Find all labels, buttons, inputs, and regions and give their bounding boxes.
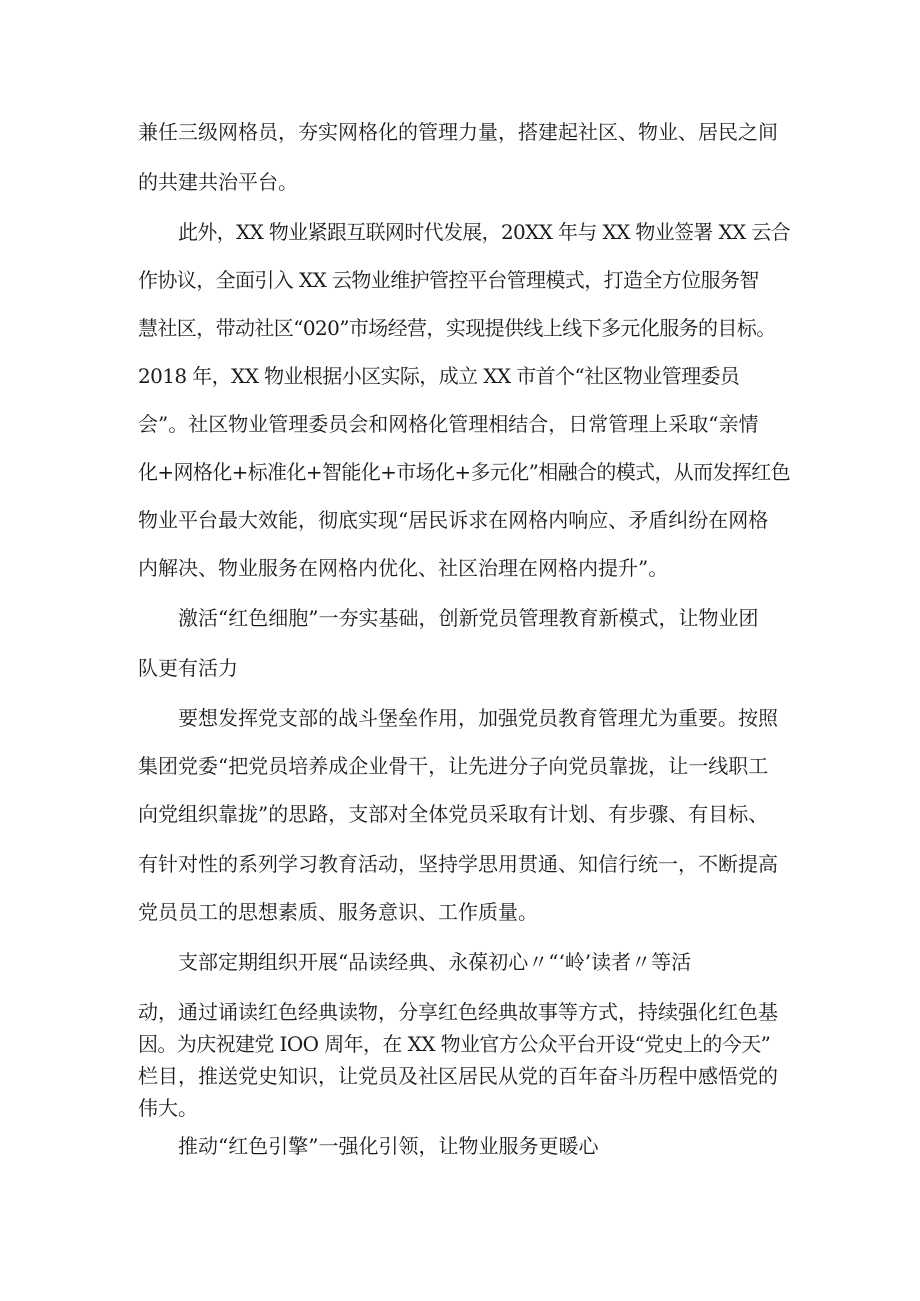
text-line: 会”。社区物业管理委员会和网格化管理相结合，日常管理上采取“亲情	[138, 412, 759, 436]
text-line: 动，通过诵读红色经典读物，分享红色经典故事等方式，持续强化红色基	[138, 1000, 778, 1024]
text-line: 内解决、物业服务在网格内优化、社区治理在网格内提升”。	[138, 556, 669, 580]
text-line: 2018 年，XX 物业根据小区实际，成立 XX 市首个“社区物业管理委员	[138, 364, 740, 388]
text-line: 向党组织靠拢”的思路，支部对全体党员采取有计划、有步骤、有目标、	[138, 802, 769, 826]
text-line: 支部定期组织开展“品读经典、永葆初心〃“‘岭’读者〃等活	[178, 950, 692, 974]
section-heading-line: 推动“红色引擎”一强化引领，让物业服务更暖心	[178, 1134, 599, 1158]
text-line: 慧社区，带动社区“020”市场经营，实现提供线上线下多元化服务的目标。	[138, 316, 776, 340]
text-line: 要想发挥党支部的战斗堡垒作用，加强党员教育管理尤为重要。按照	[178, 706, 778, 730]
text-line: 栏目，推送党史知识，让党员及社区居民从党的百年奋斗历程中感悟党的	[138, 1064, 778, 1088]
text-line: 党员员工的思想素质、服务意识、工作质量。	[138, 900, 538, 924]
text-line: 化+网格化+标准化+智能化+市场化+多元化”相融合的模式，从而发挥红色	[138, 460, 791, 484]
text-line: 集团党委“把党员培养成企业骨干，让先进分子向党员靠拢，让一线职工	[138, 754, 769, 778]
text-line: 作协议，全面引入 XX 云物业维护管控平台管理模式，打造全方位服务智	[138, 268, 759, 292]
text-line: 此外，XX 物业紧跟互联网时代发展，20XX 年与 XX 物业签署 XX 云合	[178, 220, 791, 244]
text-line: 的共建共治平台。	[138, 170, 298, 194]
text-line: 有针对性的系列学习教育活动，坚持学思用贯通、知信行统一，不断提高	[138, 852, 778, 876]
section-heading-line: 队更有活力	[138, 656, 238, 680]
text-line: 因。为庆祝建党 IOO 周年，在 XX 物业官方公众平台开设“党史上的今天”	[138, 1032, 771, 1056]
text-line: 兼任三级网格员，夯实网格化的管理力量，搭建起社区、物业、居民之间	[138, 120, 778, 144]
text-line: 物业平台最大效能，彻底实现“居民诉求在网格内响应、矛盾纠纷在网格	[138, 508, 769, 532]
section-heading-line: 激活“红色细胞”一夯实基础，创新党员管理教育新模式，让物业团	[178, 606, 759, 630]
text-line: 伟大。	[138, 1096, 198, 1120]
